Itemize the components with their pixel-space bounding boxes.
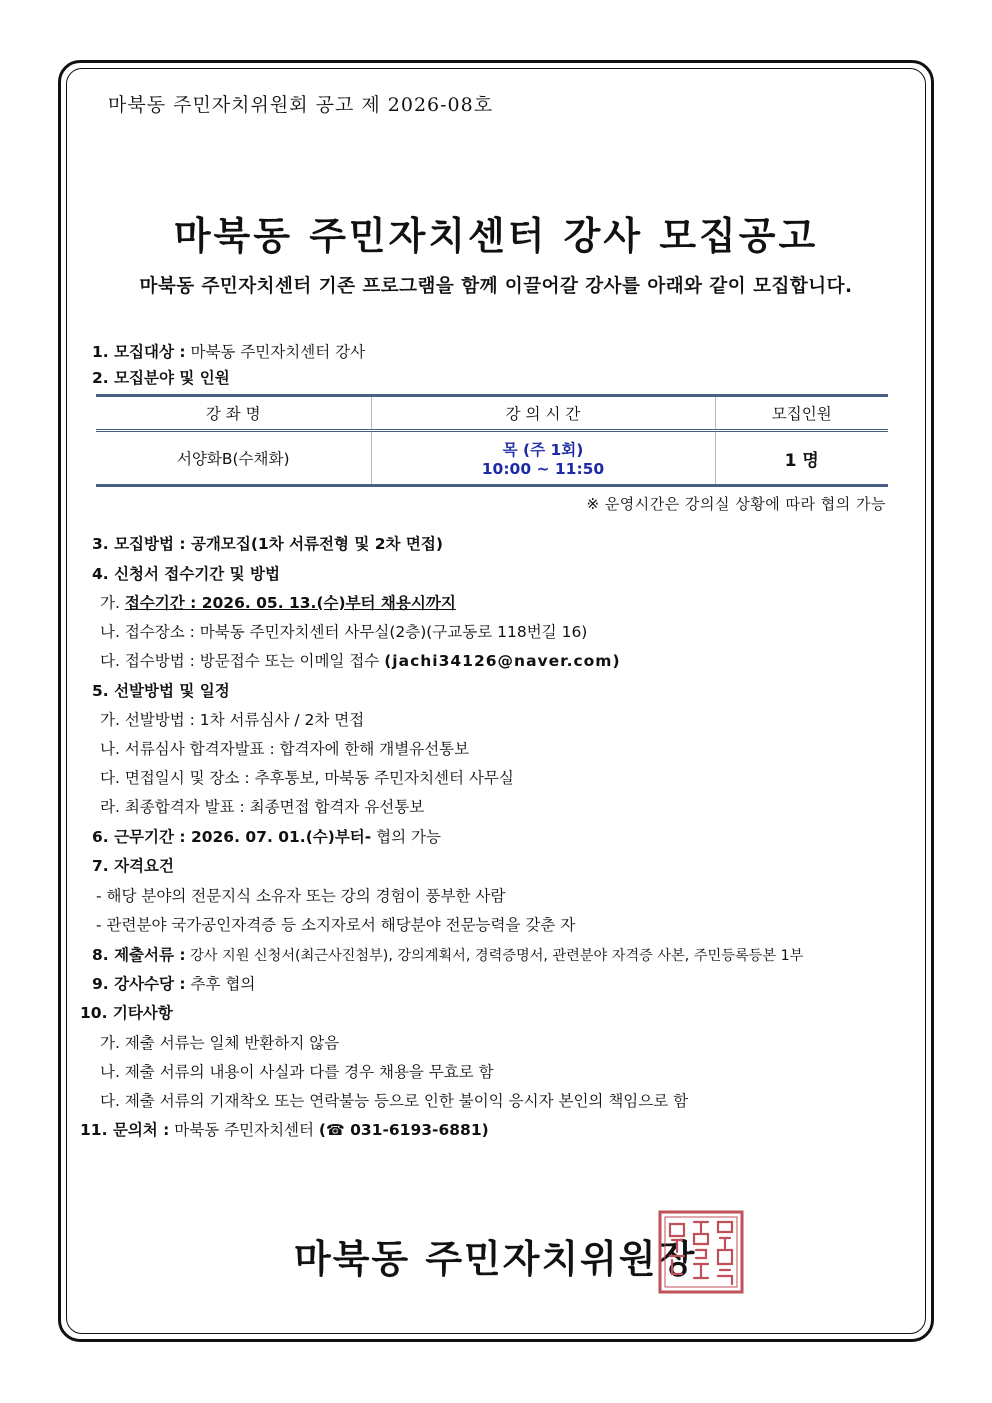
time-note: ※ 운영시간은 강의실 상황에 따라 협의 가능: [586, 495, 886, 513]
table-header-row: [96, 396, 888, 431]
page-title: 마북동 주민자치센터 강사 모집공고: [173, 214, 819, 258]
section-11-value: 마북동 주민자치센터: [169, 1121, 319, 1139]
section-7-b: - 관련분야 국가공인자격증 등 소지자로서 해당분야 전문능력을 갖춘 자: [96, 916, 576, 934]
page-subtitle: 마북동 주민자치센터 기존 프로그램을 함께 이끌어갈 강사를 아래와 같이 모집합니다.: [139, 276, 853, 297]
section-1-label: 1. 모집대상 :: [92, 343, 186, 361]
section-5-d: 라. 최종합격자 발표 : 최종면접 합격자 유선통보: [100, 798, 425, 816]
section-8-value: 강사 지원 신청서(최근사진첨부), 강의계획서, 경력증명서, 관련분야 자격증 사본, 주민등록등본 1부: [185, 948, 804, 964]
section-5-a: 가. 선발방법 : 1차 서류심사 / 2차 면접: [100, 711, 365, 729]
section-8: [92, 943, 803, 965]
section-6-label: 6. 근무기간 : 2026. 07. 01.(수)부터-: [92, 828, 372, 846]
section-3: 3. 모집방법 : 공개모집(1차 서류전형 및 2차 면접): [92, 535, 443, 553]
section-4-c-prefix: 다. 접수방법 : 방문접수 또는 이메일 접수: [100, 652, 385, 670]
section-11-label: 11. 문의처 :: [80, 1121, 170, 1139]
section-9-label: 9. 강사수당 :: [92, 975, 186, 993]
section-2-label: 2. 모집분야 및 인원: [92, 369, 230, 387]
phone-icon: ☎: [326, 1121, 345, 1139]
section-1: [92, 340, 365, 362]
section-6-value: 협의 가능: [371, 828, 441, 846]
section-4-a: [100, 591, 456, 613]
section-9-value: 추후 협의: [185, 975, 256, 993]
col-time-header: 강 의 시 간: [371, 396, 715, 431]
section-10-b: 나. 제출 서류의 내용이 사실과 다를 경우 채용을 무효로 함: [100, 1063, 494, 1081]
email-link[interactable]: (jachi34126@naver.com): [384, 652, 621, 670]
recruit-table: [96, 394, 888, 487]
section-11: 11. 문의처 : 마북동 주민자치센터 (☎ 031-6193-6881): [80, 1121, 489, 1139]
signature: 마북동 주민자치위원장: [294, 1237, 697, 1281]
section-9: [92, 972, 255, 994]
section-7-a: - 해당 분야의 전문지식 소유자 또는 강의 경험이 풍부한 사람: [96, 887, 506, 905]
official-seal-icon: [658, 1210, 744, 1294]
section-5-b: 나. 서류심사 합격자발표 : 합격자에 한해 개별유선통보: [100, 740, 470, 758]
lecture-time-cell: [371, 431, 715, 486]
section-4-b: 나. 접수장소 : 마북동 주민자치센터 사무실(2층)(구교동로 118번길 16): [100, 623, 588, 641]
section-6: [92, 825, 441, 847]
recruit-count: 1 명: [715, 431, 888, 486]
section-4-a-prefix: 가.: [100, 594, 125, 612]
contact-phone[interactable]: 031-6193-6881: [350, 1121, 482, 1139]
section-5-label: 5. 선발방법 및 일정: [92, 682, 230, 700]
section-1-value: 마북동 주민자치센터 강사: [185, 343, 366, 361]
lecture-hours: 10:00 ~ 11:50: [481, 460, 605, 478]
section-7-label: 7. 자격요건: [92, 857, 174, 875]
col-course-header: 강 좌 명: [96, 396, 371, 431]
section-10-a: 가. 제출 서류는 일체 반환하지 않음: [100, 1034, 340, 1052]
section-5-c: 다. 면접일시 및 장소 : 추후통보, 마북동 주민자치센터 사무실: [100, 769, 514, 787]
notice-number: 마북동 주민자치위원회 공고 제 2026-08호: [108, 94, 494, 116]
section-8-label: 8. 제출서류 :: [92, 946, 186, 964]
section-4-label: 4. 신청서 접수기간 및 방법: [92, 565, 280, 583]
table-row: [96, 431, 888, 486]
col-count-header: 모집인원: [715, 396, 888, 431]
section-10-c: 다. 제출 서류의 기재착오 또는 연락불능 등으로 인한 불이익 응시자 본인의 책임으로 함: [100, 1092, 689, 1110]
section-10-label: 10. 기타사항: [80, 1004, 173, 1022]
application-period: 접수기간 : 2026. 05. 13.(수)부터 채용시까지: [124, 594, 456, 612]
section-4-c: [100, 649, 621, 671]
lecture-day: 목 (주 1회): [502, 441, 584, 459]
course-name: 서양화B(수채화): [96, 431, 371, 486]
